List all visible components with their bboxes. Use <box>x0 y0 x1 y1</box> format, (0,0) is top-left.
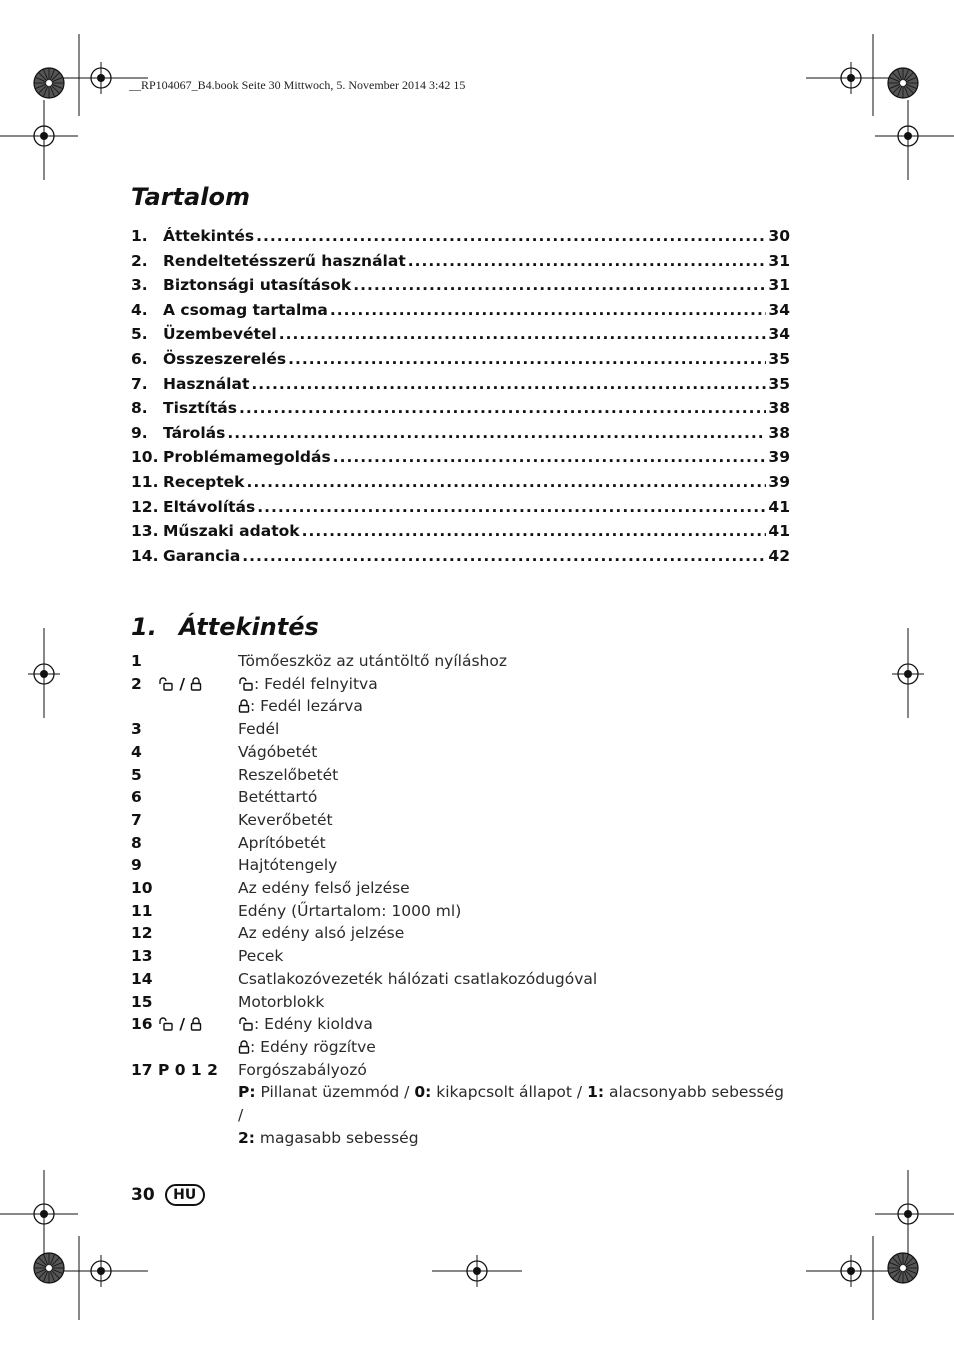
list-item: 2 / : Fedél felnyitva : Fedél lezárva <box>131 674 378 716</box>
toc-item[interactable]: 14. Garancia ..... 42 <box>131 547 790 572</box>
lock-closed-icon <box>190 677 202 691</box>
list-item: 11 Edény (Űrtartalom: 1000 ml) <box>131 901 462 920</box>
toc-item[interactable]: 10. Problémamegoldás ..... 39 <box>131 448 790 473</box>
list-item: 3 Fedél <box>131 720 280 739</box>
page-footer <box>131 1184 205 1206</box>
toc-item[interactable]: 8. Tisztítás ..... 38 <box>131 399 790 424</box>
list-item: 16 / : Edény kioldva : Edény rögzítve <box>131 1015 376 1056</box>
page-number: 30 <box>131 1185 155 1205</box>
toc-item[interactable]: 1. Áttekintés ..... 30 <box>131 227 790 252</box>
table-of-contents <box>131 227 790 571</box>
toc-item[interactable]: 12. Eltávolítás ..... 41 <box>131 498 790 523</box>
parts-list <box>131 650 791 1149</box>
list-item: 10 Az edény felső jelzése <box>131 879 410 898</box>
lock-closed-icon <box>190 1017 202 1031</box>
toc-item[interactable]: 13. Műszaki adatok ..... 41 <box>131 522 790 547</box>
list-item: 4 Vágóbetét <box>131 742 318 761</box>
lock-closed-icon <box>238 1040 250 1054</box>
lock-closed-icon <box>238 699 250 713</box>
list-item: 8 Aprítóbetét <box>131 833 326 852</box>
lock-open-icon <box>238 677 254 691</box>
lock-open-icon <box>158 1017 174 1031</box>
list-item: 1 Tömőeszköz az utántöltő nyíláshoz <box>131 652 507 670</box>
toc-item[interactable]: 11. Receptek ..... 39 <box>131 473 790 498</box>
list-item: 7 Keverőbetét <box>131 810 333 829</box>
list-item: 9 Hajtótengely <box>131 856 338 875</box>
lock-open-icon <box>238 1017 254 1031</box>
toc-item[interactable]: 7. Használat ..... 35 <box>131 375 790 400</box>
toc-item[interactable]: 6. Összeszerelés ..... 35 <box>131 350 790 375</box>
toc-item[interactable]: 3. Biztonsági utasítások ..... 31 <box>131 276 790 301</box>
language-badge: HU <box>165 1184 205 1206</box>
list-item: 13 Pecek <box>131 947 284 966</box>
section-heading: Áttekintés <box>179 613 319 641</box>
list-item: 14 Csatlakozóvezeték hálózati csatlakozódugóval <box>131 969 598 988</box>
toc-item[interactable]: 9. Tárolás ..... 38 <box>131 424 790 449</box>
list-item: 5 Reszelőbetét <box>131 765 339 784</box>
list-item: 12 Az edény alsó jelzése <box>131 924 405 943</box>
list-item: 15 Motorblokk <box>131 992 325 1011</box>
toc-item[interactable]: 2. Rendeltetésszerű használat ..... 31 <box>131 252 790 277</box>
lock-open-icon <box>158 677 174 691</box>
print-header: __RP104067_B4.book Seite 30 Mittwoch, 5. November 2014 3:42 15 <box>129 78 466 92</box>
section-number: 1. <box>131 613 157 641</box>
section-title <box>131 613 319 641</box>
toc-title: Tartalom <box>131 183 250 211</box>
toc-item[interactable]: 5. Üzembevétel ..... 34 <box>131 325 790 350</box>
list-item: 6 Betéttartó <box>131 788 318 807</box>
toc-item[interactable]: 4. A csomag tartalma ..... 34 <box>131 301 790 326</box>
list-item: 17 P 0 1 2 Forgószabályozó P: Pillanat üzemmód / 0: kikapcsolt állapot / 1: alacsonyabb sebesség / 2: magasabb sebesség <box>131 1060 784 1147</box>
